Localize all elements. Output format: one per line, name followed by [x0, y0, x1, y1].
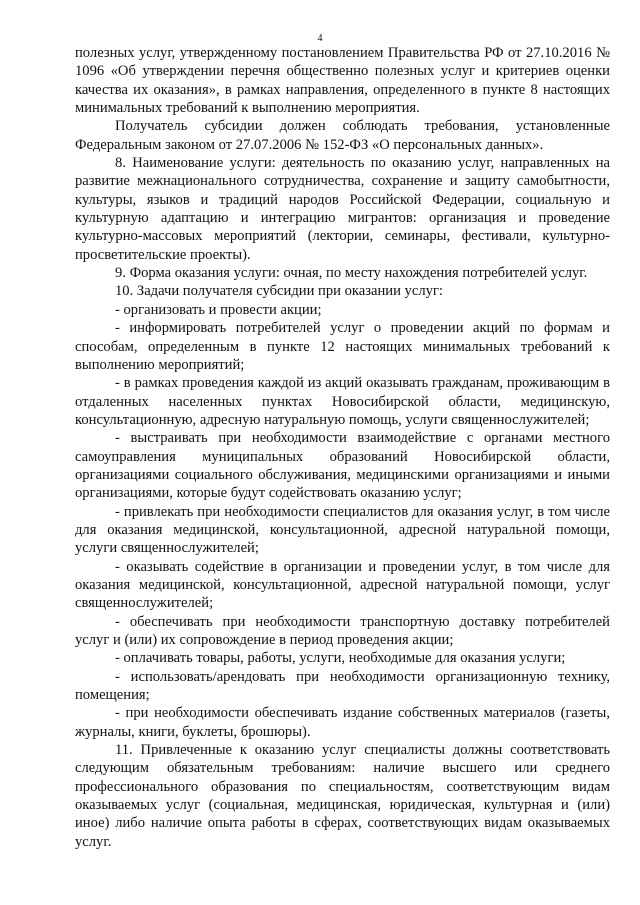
list-item: - выстраивать при необходимости взаимодействие с органами местного самоуправления муниципальных образований Новосибирской области, организациями социального обслуживания, медицинскими организациями и иными организациями, которые будут содействовать оказанию услуг;: [75, 430, 610, 502]
paragraph: 11. Привлеченные к оказанию услуг специалисты должны соответствовать следующим обязательным требованиям: наличие высшего или среднего профессионального образования по специальностям, соответствующим видам оказываемых услуг (социальная, медицинская, юридическая, культурная и (или) иное) либо наличие опыта работы в сферах, соответствующих видам оказываемых услуг.: [75, 742, 610, 850]
paragraph: 9. Форма оказания услуги: очная, по месту нахождения потребителей услуг.: [115, 265, 588, 282]
list-item: - при необходимости обеспечивать издание собственных материалов (газеты, журналы, книги, буклеты, брошюры).: [75, 705, 610, 740]
list-item: - организовать и провести акции;: [115, 301, 322, 318]
paragraph: полезных услуг, утвержденному постановлением Правительства РФ от 27.10.2016 № 1096 «Об утверждении перечня общественно полезных услуг и критериев оценки качества их оказания», в рамках направления, определенного в пункте 8 настоящих минимальных требований к выполнению мероприятия.: [75, 45, 610, 117]
page-number: 4: [317, 33, 323, 44]
list-item: - информировать потребителей услуг о проведении акций по формам и способам, определенным в пункте 12 настоящих минимальных требований к выполнению мероприятий;: [75, 320, 610, 373]
paragraph: Получатель субсидии должен соблюдать требования, установленные Федеральным законом от 27.07.2006 № 152-ФЗ «О персональных данных».: [75, 118, 610, 153]
list-item: - в рамках проведения каждой из акций оказывать гражданам, проживающим в отдаленных населенных пунктах Новосибирской области, медицинскую, консультационную, адресную натуральную помощь, услуги священнослужителей;: [75, 375, 610, 428]
paragraph: 8. Наименование услуги: деятельность по оказанию услуг, направленных на развитие межнационального сотрудничества, сохранение и защиту самобытности, культуры, языков и традиций народов Российской Федерации, социальную и культурную адаптацию и интеграцию мигрантов: организация и проведение культурно-массовых мероприятий (лектории, семинары, фестивали, культурно-просветительские проекты).: [75, 155, 610, 263]
list-item: - обеспечивать при необходимости транспортную доставку потребителей услуг и (или) их сопровождение в период проведения акции;: [75, 613, 610, 648]
list-item: - использовать/арендовать при необходимости организационную технику, помещения;: [75, 668, 610, 704]
paragraph: 10. Задачи получателя субсидии при оказании услуг:: [115, 283, 443, 300]
list-item: - оплачивать товары, работы, услуги, необходимые для оказания услуги;: [115, 650, 566, 667]
list-item: - привлекать при необходимости специалистов для оказания услуг, в том числе для оказания медицинской, консультационной, адресной натуральной помощи, услуги священнослужителей;: [75, 503, 610, 557]
list-item: - оказывать содействие в организации и проведении услуг, в том числе для оказания медицинской, консультационной, адресной натуральной помощи, услуг священнослужителей;: [75, 558, 610, 612]
document-body: [75, 44, 610, 851]
